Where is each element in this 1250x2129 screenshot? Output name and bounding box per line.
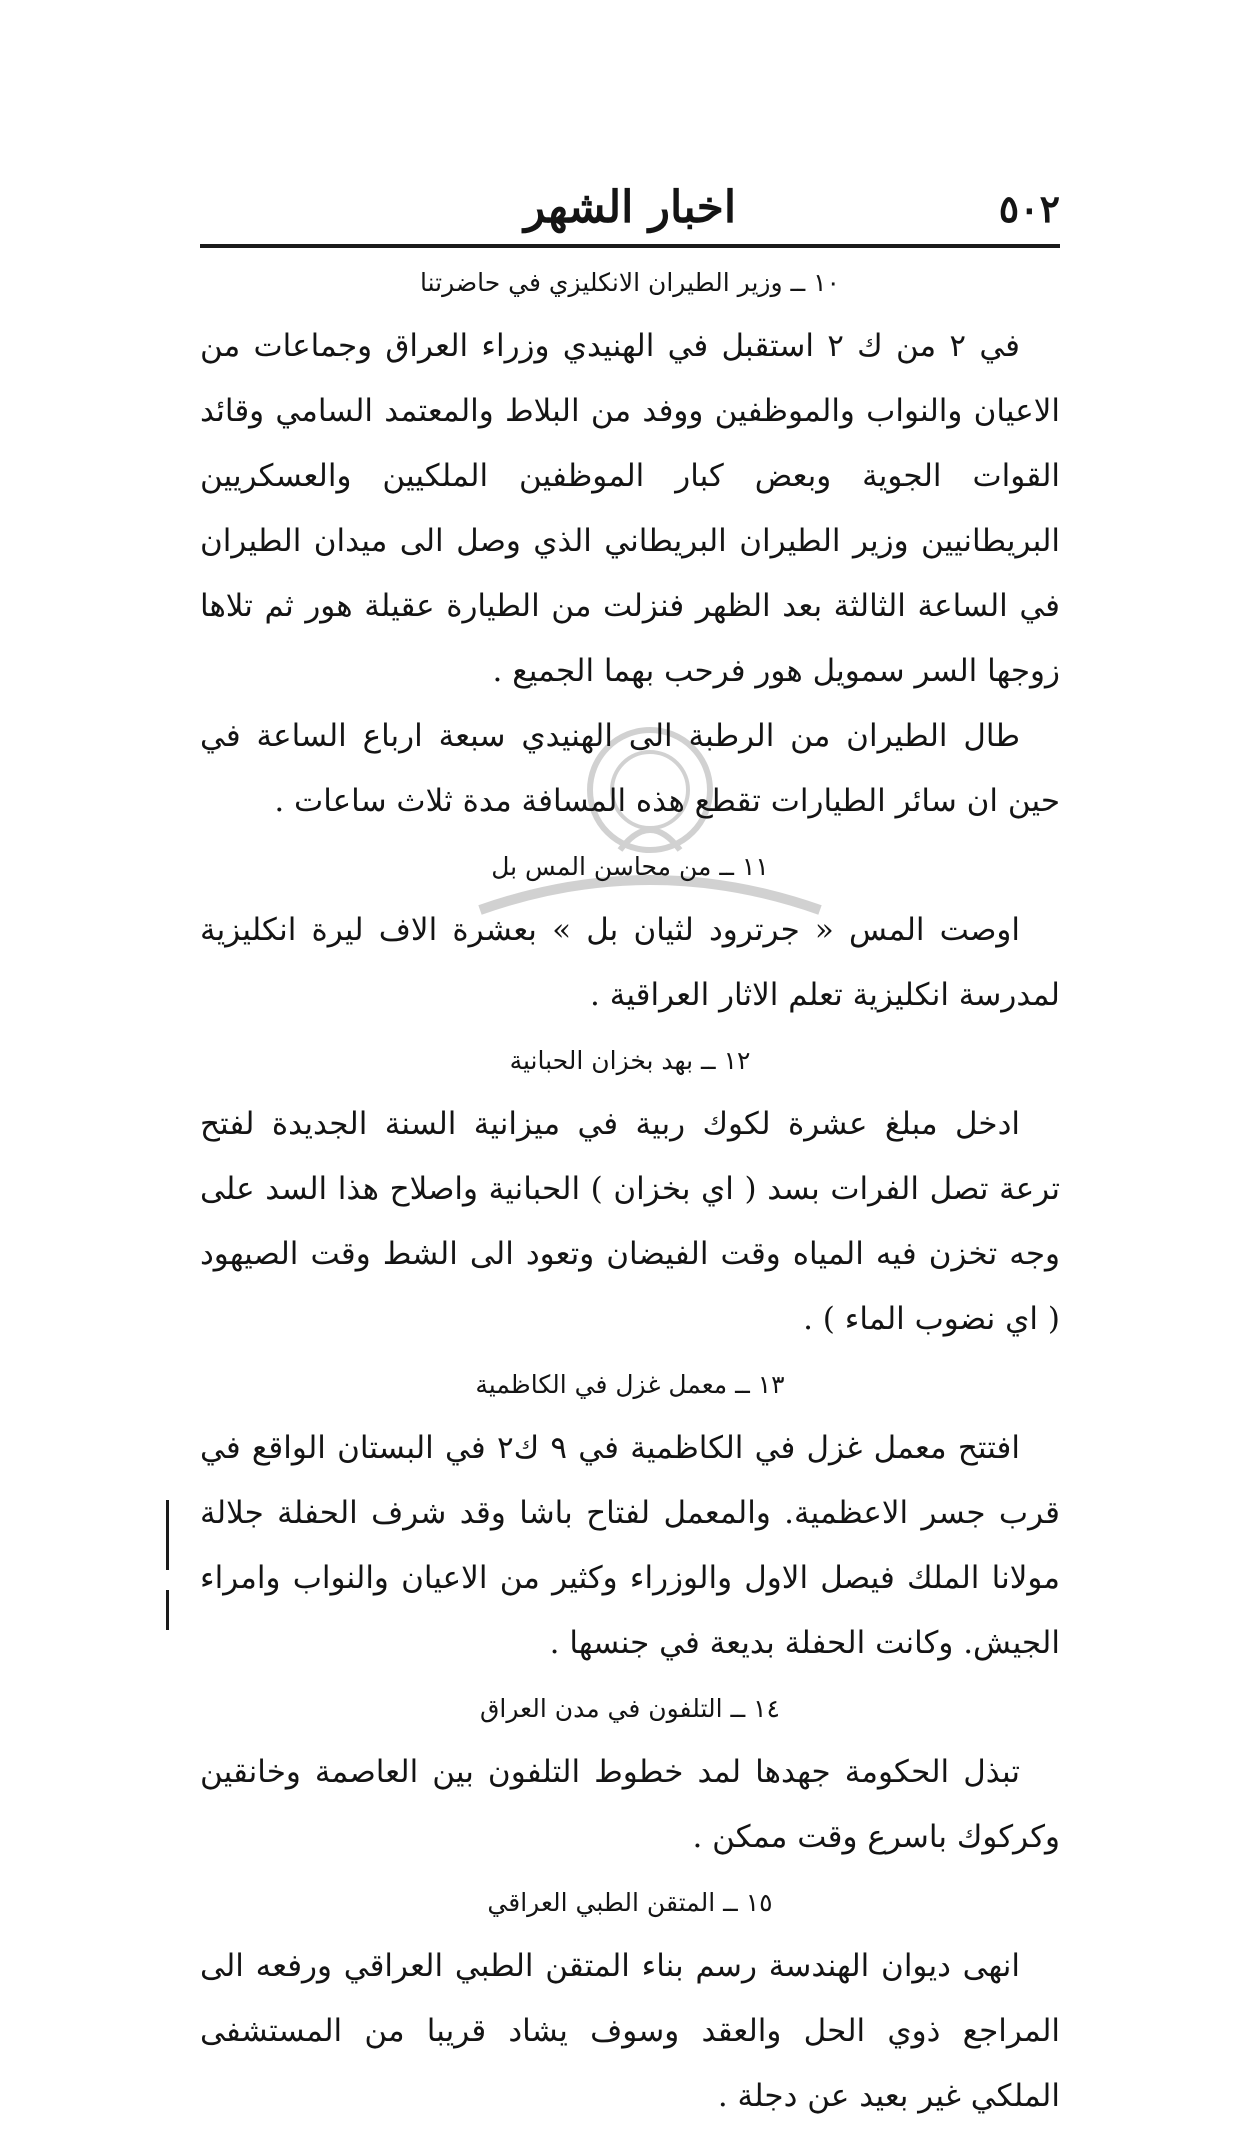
item-paragraph: تبذل الحكومة جهدها لمد خطوط التلفون بين العاصمة وخانقين وكركوك باسرع وقت ممكن . — [200, 1754, 1060, 1855]
item-paragraph: ادخل مبلغ عشرة لكوك ربية في ميزانية السنة الجديدة لفتح ترعة تصل الفرات بسد ( اي بخزان ) الحبانية واصلاح هذا السد على وجه تخزن فيه المياه وقت الفيضان وتعود الى الشط وقت الصيهود ( اي نضوب الماء ) . — [200, 1106, 1060, 1337]
item-paragraph: في ٢ من ك ٢ استقبل في الهنيدي وزراء العراق وجماعات من الاعيان والنواب والموظفين ووفد من البلاط والمعتمد السامي وقائد القوات الجوية وبعض كبار الموظفين الملكيين والعسكريين البريطانيين وزير الطيران البريطاني الذي وصل الى ميدان الطيران في الساعة الثالثة بعد الظهر فنزلت من الطيارة عقيلة هور ثم تلاها زوجها السر سمويل هور فرحب بهما الجميع . — [200, 328, 1060, 689]
header-rule — [200, 244, 1060, 248]
page-number: ٥٠٢ — [998, 186, 1060, 231]
item-heading: ١٣ ــ معمل غزل في الكاظمية — [475, 1370, 785, 1399]
item-heading: ١٢ ــ بهد بخزان الحبانية — [509, 1046, 751, 1075]
page-header — [200, 178, 1060, 248]
item-paragraph: طال الطيران من الرطبة الى الهنيدي سبعة ارباع الساعة في حين ان سائر الطيارات تقطع هذه المسافة مدة ثلاث ساعات . — [200, 718, 1060, 819]
margin-mark — [166, 1590, 169, 1630]
item-heading: ١٥ ــ المتقن الطبي العراقي — [487, 1888, 773, 1917]
running-title: اخبار الشهر — [523, 182, 737, 233]
item-paragraph: اوصت المس « جرترود لثيان بل » بعشرة الاف ليرة انكليزية لمدرسة انكليزية تعلم الاثار العراقية . — [200, 912, 1060, 1013]
item-heading: ١٠ ــ وزير الطيران الانكليزي في حاضرتنا — [420, 268, 840, 297]
item-paragraph: افتتح معمل غزل في الكاظمية في ٩ ك٢ في البستان الواقع في قرب جسر الاعظمية. والمعمل لفتاح باشا وقد شرف الحفلة جلالة مولانا الملك فيصل الاول والوزراء وكثير من الاعيان والنواب وامراء الجيش. وكانت الحفلة بديعة في جنسها . — [200, 1430, 1060, 1661]
item-heading: ١٤ ــ التلفون في مدن العراق — [480, 1694, 780, 1723]
margin-mark — [166, 1500, 169, 1570]
article-body — [200, 256, 1060, 2129]
item-paragraph: انهى ديوان الهندسة رسم بناء المتقن الطبي العراقي ورفعه الى المراجع ذوي الحل والعقد وسوف يشاد قريبا من المستشفى الملكي غير بعيد عن دجلة . — [200, 1948, 1060, 2114]
item-heading: ١١ ــ من محاسن المس بل — [491, 852, 769, 881]
